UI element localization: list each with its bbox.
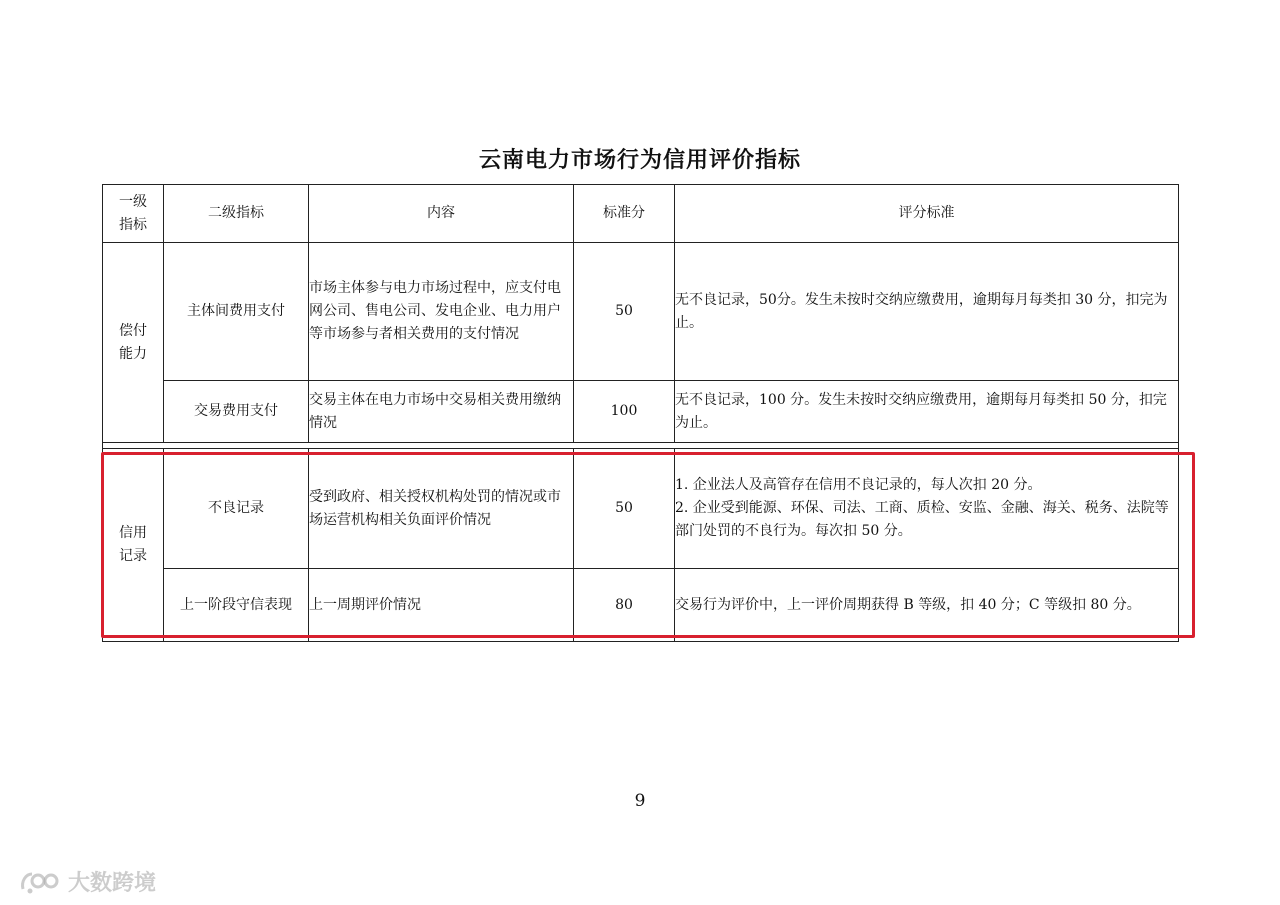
score-cell: 100: [574, 381, 675, 443]
watermark-logo-icon: [18, 867, 62, 897]
document-title: 云南电力市场行为信用评价指标: [478, 148, 801, 173]
score-cell: 50: [574, 243, 675, 381]
content-cell: 受到政府、相关授权机构处罚的情况或市场运营机构相关负面评价情况: [309, 449, 574, 569]
header-level2: 二级指标: [164, 185, 309, 243]
header-score: 标准分: [574, 185, 675, 243]
indicator-cell: 上一阶段守信表现: [164, 569, 309, 642]
page-number: 9: [634, 791, 646, 811]
indicator-cell: 主体间费用支付: [164, 243, 309, 381]
table-row: [103, 381, 1179, 443]
criteria-cell: 无不良记录，100 分。发生未按时交纳应缴费用，逾期每月每类扣 50 分，扣完为止。: [675, 381, 1179, 443]
content-cell: 交易主体在电力市场中交易相关费用缴纳情况: [309, 381, 574, 443]
group-label-credit-record: 信用 记录: [103, 449, 164, 642]
criteria-cell: 无不良记录，50分。发生未按时交纳应缴费用，逾期每月每类扣 30 分，扣完为止。: [675, 243, 1179, 381]
header-level1: 一级 指标: [103, 185, 164, 243]
content-cell: 市场主体参与电力市场过程中，应支付电网公司、售电公司、发电企业、电力用户等市场参与者相关费用的支付情况: [309, 243, 574, 381]
score-cell: 50: [574, 449, 675, 569]
indicator-cell: 不良记录: [164, 449, 309, 569]
header-criteria: 评分标准: [675, 185, 1179, 243]
header-content: 内容: [309, 185, 574, 243]
table-header-row: [103, 185, 1179, 243]
table-row: [103, 243, 1179, 381]
indicator-cell: 交易费用支付: [164, 381, 309, 443]
watermark: [18, 866, 156, 897]
group-label-solvency: 偿付 能力: [103, 243, 164, 443]
watermark-text: 大数跨境: [68, 871, 157, 896]
content-cell: 上一周期评价情况: [309, 569, 574, 642]
criteria-cell: 1. 企业法人及高管存在信用不良记录的，每人次扣 20 分。 2. 企业受到能源、环保、司法、工商、质检、安监、金融、海关、税务、法院等部门处罚的不良行为。每次扣 50 分。: [675, 449, 1179, 569]
highlight-box: [101, 452, 1195, 638]
score-cell: 80: [574, 569, 675, 642]
criteria-cell: 交易行为评价中，上一评价周期获得 B 等级，扣 40 分；C 等级扣 80 分。: [675, 569, 1179, 642]
